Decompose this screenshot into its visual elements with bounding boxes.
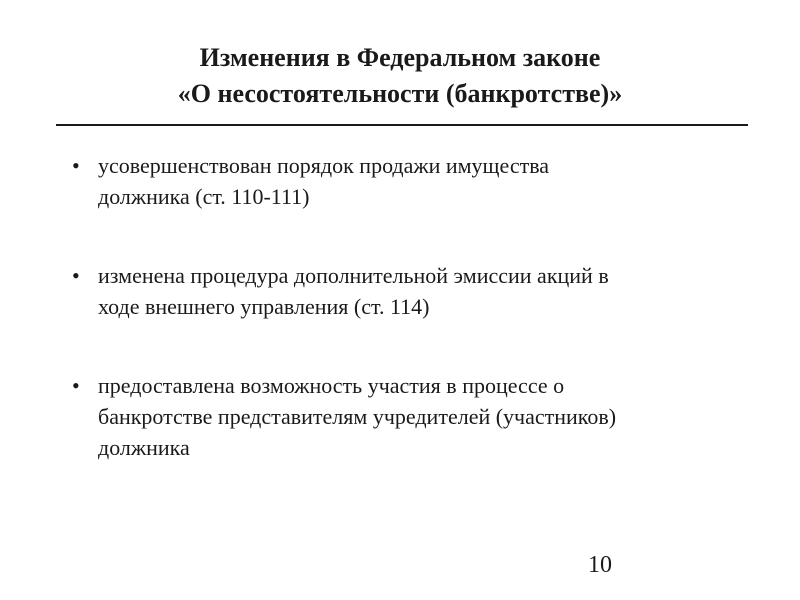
title-line-2: «О несостоятельности (банкротстве)» (177, 79, 623, 108)
bullet-marker: • (72, 373, 80, 398)
bullet-list (72, 150, 752, 511)
bullet-text-line: банкротстве представителям учредителей (участников) (98, 404, 617, 429)
bullet-text-line: изменена процедура дополнительной эмиссии акций в (98, 263, 609, 288)
bullet-item-3 (72, 370, 752, 463)
page-number: 10 (588, 552, 612, 578)
bullet-text-line: усовершенствован порядок продажи имущества (98, 153, 550, 178)
bullet-text-line: предоставлена возможность участия в процессе о (98, 373, 565, 398)
bullet-text-line: должника (ст. 110-111) (98, 184, 310, 209)
bullet-text-line: ходе внешнего управления (ст. 114) (98, 294, 430, 319)
slide-title (60, 40, 740, 112)
bullet-item-1 (72, 150, 752, 212)
bullet-marker: • (72, 263, 80, 288)
title-line-1: Изменения в Федеральном законе (199, 43, 601, 72)
bullet-text-line: должника (98, 435, 190, 460)
bullet-item-2 (72, 260, 752, 322)
bullet-marker: • (72, 153, 80, 178)
title-divider (56, 124, 748, 126)
